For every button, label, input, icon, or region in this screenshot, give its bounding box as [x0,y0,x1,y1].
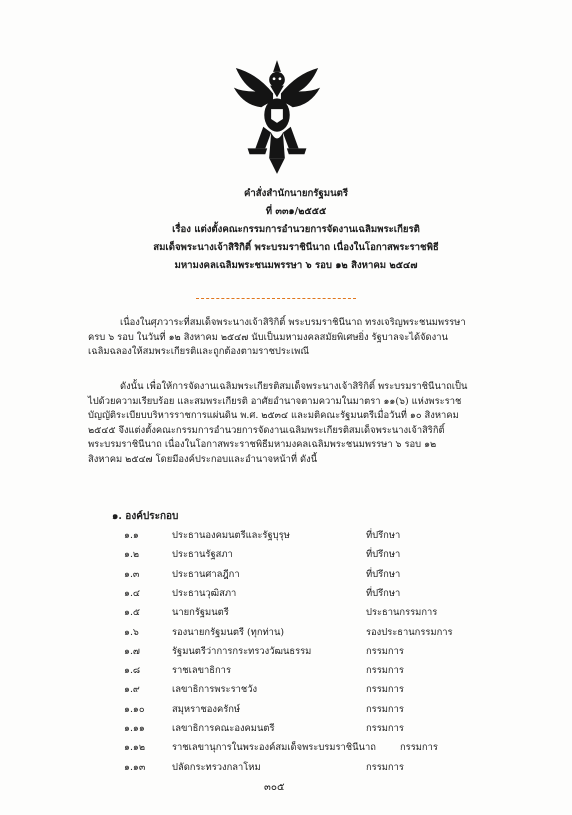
member-role: กรรมการ [366,645,404,657]
member-name: ราชเลขานุการในพระองค์สมเด็จพระบรมราชินีนาถ [172,742,376,754]
member-name: ปลัดกระทรวงกลาโหม [172,761,261,773]
intro-paragraph-text: เนื่องในศุภวาระที่สมเด็จพระนางเจ้าสิริกิติ์ พระบรมราชินีนาถ ทรงเจริญพระชนมพรรษาครบ ๖ รอบ ในวันที่ ๑๒ สิงหาคม ๒๕๔๗ นับเป็นมหามงคลสมัยพิเศษยิ่ง รัฐบาลจะได้จัดงานเฉลิมฉลองให้สมพระเกียรติและถูกต้องตามราชประเพณี [88,317,466,358]
subject-line-1: เรื่อง แต่งตั้งคณะกรรมการอำนวยการจัดงานเฉลิมพระเกียรติ [172,224,420,235]
subject-line-2: สมเด็จพระนางเจ้าสิริกิติ์ พระบรมราชินีนาถ เนื่องในโอกาสพระราชพิธี [153,242,439,253]
order-type: คำสั่งสำนักนายกรัฐมนตรี [243,188,349,199]
member-role: กรรมการ [366,703,404,715]
member-row [124,644,524,658]
member-name: ประธานศาลฎีกา [172,568,240,580]
member-name: สมุหราชองครักษ์ [172,703,241,715]
authority-paragraph [88,380,468,468]
member-number: ๑.๑ [124,530,139,541]
member-role: กรรมการ [400,742,438,754]
member-role: ที่ปรึกษา [366,549,401,561]
intro-paragraph [88,316,468,360]
member-number: ๑.๒ [124,549,140,561]
member-row [124,528,524,542]
member-number: ๑.๑๐ [124,703,145,715]
subject-line-3: มหามงคลเฉลิมพระชนมพรรษา ๖ รอบ ๑๒ สิงหาคม ๒๕๔๗ [174,260,418,271]
section-title-composition: ๑. องค์ประกอบ [112,511,179,522]
member-role: กรรมการ [366,684,404,696]
member-name: ประธานองคมนตรีและรัฐบุรุษ [172,530,290,541]
member-role: รองประธานกรรมการ [366,626,453,638]
member-row [124,721,524,735]
member-number: ๑.๑๒ [124,742,146,754]
member-number: ๑.๖ [124,626,139,638]
authority-paragraph-text: ดังนั้น เพื่อให้การจัดงานเฉลิมพระเกียรติสมเด็จพระนางเจ้าสิริกิติ์ พระบรมราชินีนาถเป็นไปด้วยความเรียบร้อย และสมพระเกียรติ อาศัยอำนาจตามความในมาตรา ๑๑(๖) แห่งพระราชบัญญัติระเบียบบริหารราชการแผ่นดิน พ.ศ. ๒๕๓๔ และมติคณะรัฐมนตรีเมื่อวันที่ ๑๐ สิงหาคม ๒๕๔๕ จึงแต่งตั้งคณะกรรมการอำนวยการจัดงานเฉลิมพระเกียรติสมเด็จพระนางเจ้าสิริกิติ์ พระบรมราชินีนาถ เนื่องในโอกาสพระราชพิธีมหามงคลเฉลิมพระชนมพรรษา ๖ รอบ ๑๒ สิงหาคม ๒๕๔๗ โดยมีองค์ประกอบและอำนาจหน้าที่ ดังนี้ [88,381,468,465]
member-name: ประธานรัฐสภา [172,549,233,561]
divider-line [196,298,356,299]
order-number: ที่ ๓๓๑/๒๕๕๕ [265,206,327,217]
member-row [124,625,524,639]
member-name: นายกรัฐมนตรี [172,607,229,619]
member-row [124,663,524,677]
member-number: ๑.๘ [124,665,141,677]
member-name: ประธานวุฒิสภา [172,587,237,599]
member-name: เลขาธิการพระราชวัง [172,684,258,696]
member-number: ๑.๗ [124,645,140,657]
member-name: เลขาธิการคณะองคมนตรี [172,723,275,734]
member-role: กรรมการ [366,761,404,773]
member-row [124,567,524,581]
member-role: กรรมการ [366,723,404,734]
page-number: ๓๐๕ [264,782,285,793]
member-number: ๑.๔ [124,587,141,599]
member-row [124,760,524,774]
member-number: ๑.๑๓ [124,761,146,773]
member-number: ๑.๑๑ [124,723,145,734]
member-number: ๑.๕ [124,607,141,619]
member-name: รองนายกรัฐมนตรี (ทุกท่าน) [172,626,285,638]
member-row [124,740,524,754]
member-row [124,586,524,600]
member-row [124,682,524,696]
member-name: รัฐมนตรีว่าการกระทรวงวัฒนธรรม [172,645,312,657]
member-role: ประธานกรรมการ [366,607,438,619]
member-number: ๑.๓ [124,568,140,580]
member-row [124,702,524,716]
member-row [124,547,524,561]
member-row [124,605,524,619]
member-number: ๑.๙ [124,684,140,696]
member-name: ราชเลขาธิการ [172,665,231,677]
garuda-emblem-icon [228,58,326,176]
member-role: ที่ปรึกษา [366,568,401,580]
member-role: กรรมการ [366,665,404,677]
member-role: ที่ปรึกษา [366,530,401,541]
member-role: ที่ปรึกษา [366,587,401,599]
